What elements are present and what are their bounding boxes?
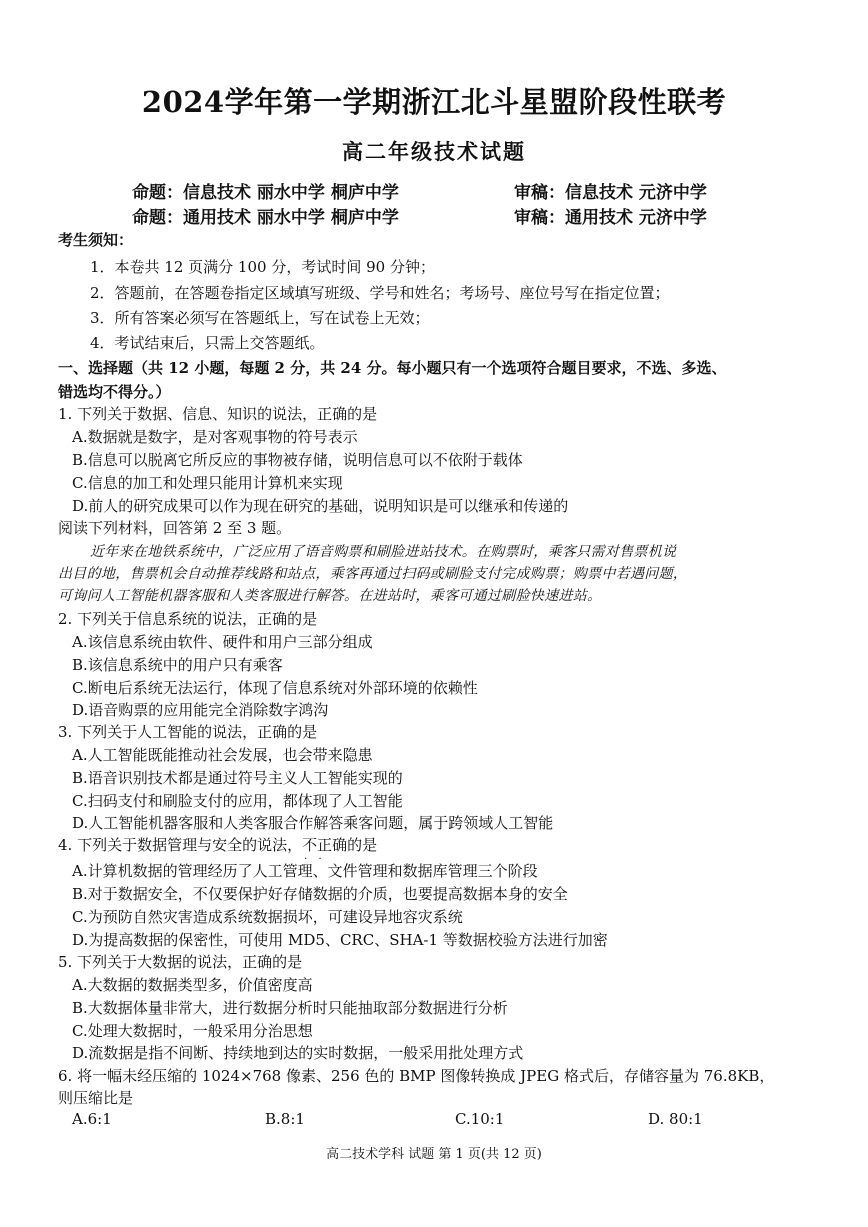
- q4-stem: [58, 835, 377, 855]
- q3-option-c: C.扫码支付和刷脸支付的应用，都体现了人工智能: [72, 792, 403, 810]
- q5-option-c: C.处理大数据时，一般采用分治思想: [72, 1022, 313, 1040]
- q4-option-d: D.为提高数据的保密性，可使用 MD5、CRC、SHA-1 等数据校验方法进行加密: [72, 931, 608, 949]
- q1-stem: 1. 下列关于数据、信息、知识的说法，正确的是: [58, 405, 378, 423]
- credit-right-1: 审稿：信息技术 元济中学: [514, 183, 707, 203]
- q2-option-c: C.断电后系统无法运行，体现了信息系统对外部环境的依赖性: [72, 679, 478, 697]
- q3-option-d: D.人工智能机器客服和人类客服合作解答乘客问题，属于跨领域人工智能: [72, 814, 554, 832]
- q4-stem-start: 4. 下列关于数据管理与安全的说法，: [58, 836, 303, 854]
- q6-stem-line1: 6. 将一幅未经压缩的 1024×768 像素、256 色的 BMP 图像转换成 JPEG 格式后，存储容量为 76.8KB，: [58, 1067, 775, 1085]
- q4-stem-emphasis: 不正 · ·: [302, 836, 332, 854]
- section-heading-line2: 错选均不得分。）: [58, 383, 171, 401]
- q3-option-b: B.语音识别技术都是通过符号主义人工智能实现的: [72, 769, 403, 787]
- credit-left-1: 命题：信息技术 丽水中学 桐庐中学: [132, 183, 399, 203]
- q6-option-b: B.8:1: [265, 1110, 305, 1128]
- notice-heading: 考生须知：: [58, 231, 134, 249]
- q3-option-a: A.人工智能既能推动社会发展，也会带来隐患: [72, 746, 373, 764]
- q5-option-a: A.大数据的数据类型多，价值密度高: [72, 976, 313, 994]
- q2-option-a: A.该信息系统由软件、硬件和用户三部分组成: [72, 633, 373, 651]
- q4-option-c: C.为预防自然灾害造成系统数据损坏，可建设异地容灾系统: [72, 908, 463, 926]
- notice-item-2: 2．答题前，在答题卷指定区域填写班级、学号和姓名；考场号、座位号写在指定位置；: [90, 284, 670, 302]
- credit-left-2: 命题：通用技术 丽水中学 桐庐中学: [132, 208, 399, 228]
- notice-item-1: 1．本卷共 12 页满分 100 分，考试时间 90 分钟；: [90, 258, 435, 276]
- credit-right-2: 审稿：通用技术 元济中学: [514, 208, 707, 228]
- q5-option-b: B.大数据体量非常大，进行数据分析时只能抽取部分数据进行分析: [72, 999, 508, 1017]
- notice-item-3: 3．所有答案必须写在答题纸上，写在试卷上无效；: [90, 309, 430, 327]
- reading-line-1: 近年来在地铁系统中，广泛应用了语音购票和刷脸进站技术。在购票时，乘客只需对售票机说: [90, 544, 677, 560]
- q1-option-c: C.信息的加工和处理只能用计算机来实现: [72, 474, 343, 492]
- reading-line-2: 出目的地，售票机会自动推荐线路和站点，乘客再通过扫码或刷脸支付完成购票；购票中若遇问题，: [58, 566, 688, 582]
- q1-option-b: B.信息可以脱离它所反应的事物被存储，说明信息可以不依附于载体: [72, 451, 523, 469]
- q6-stem-line2: 则压缩比是: [58, 1089, 134, 1107]
- q2-stem: 2. 下列关于信息系统的说法，正确的是: [58, 610, 318, 628]
- q4-option-a: A.计算机数据的管理经历了人工管理、文件管理和数据库管理三个阶段: [72, 862, 538, 880]
- q2-option-d: D.语音购票的应用能完全消除数字鸿沟: [72, 701, 329, 719]
- exam-subtitle: 高二年级技术试题: [342, 139, 526, 164]
- q5-option-d: D.流数据是指不间断、持续地到达的实时数据，一般采用批处理方式: [72, 1044, 524, 1062]
- q1-option-a: A.数据就是数字，是对客观事物的符号表示: [72, 428, 358, 446]
- q6-option-c: C.10:1: [455, 1110, 505, 1128]
- reading-intro: 阅读下列材料，回答第 2 至 3 题。: [58, 519, 292, 537]
- exam-title: 2024学年第一学期浙江北斗星盟阶段性联考: [141, 85, 727, 119]
- q4-option-b: B.对于数据安全，不仅要保护好存储数据的介质，也要提高数据本身的安全: [72, 885, 568, 903]
- section-heading-line1: 一、选择题（共 12 小题，每题 2 分，共 24 分。每小题只有一个选项符合题目要求，不选、多选、: [58, 359, 727, 377]
- q5-stem: 5. 下列关于大数据的说法，正确的是: [58, 953, 303, 971]
- q1-option-d: D.前人的研究成果可以作为现在研究的基础，说明知识是可以继承和传递的: [72, 497, 569, 515]
- reading-line-3: 可询问人工智能机器客服和人类客服进行解答。在进站时，乘客可通过刷脸快速进站。: [58, 588, 602, 604]
- page-footer: 高二技术学科 试题 第 1 页(共 12 页): [326, 1147, 542, 1162]
- notice-item-4: 4．考试结束后，只需上交答题纸。: [90, 334, 325, 352]
- q4-stem-end: 确的是: [332, 836, 378, 854]
- q2-option-b: B.该信息系统中的用户只有乘客: [72, 656, 283, 674]
- q3-stem: 3. 下列关于人工智能的说法，正确的是: [58, 723, 318, 741]
- q6-option-d: D. 80:1: [648, 1110, 703, 1128]
- q6-option-a: A.6:1: [72, 1110, 112, 1128]
